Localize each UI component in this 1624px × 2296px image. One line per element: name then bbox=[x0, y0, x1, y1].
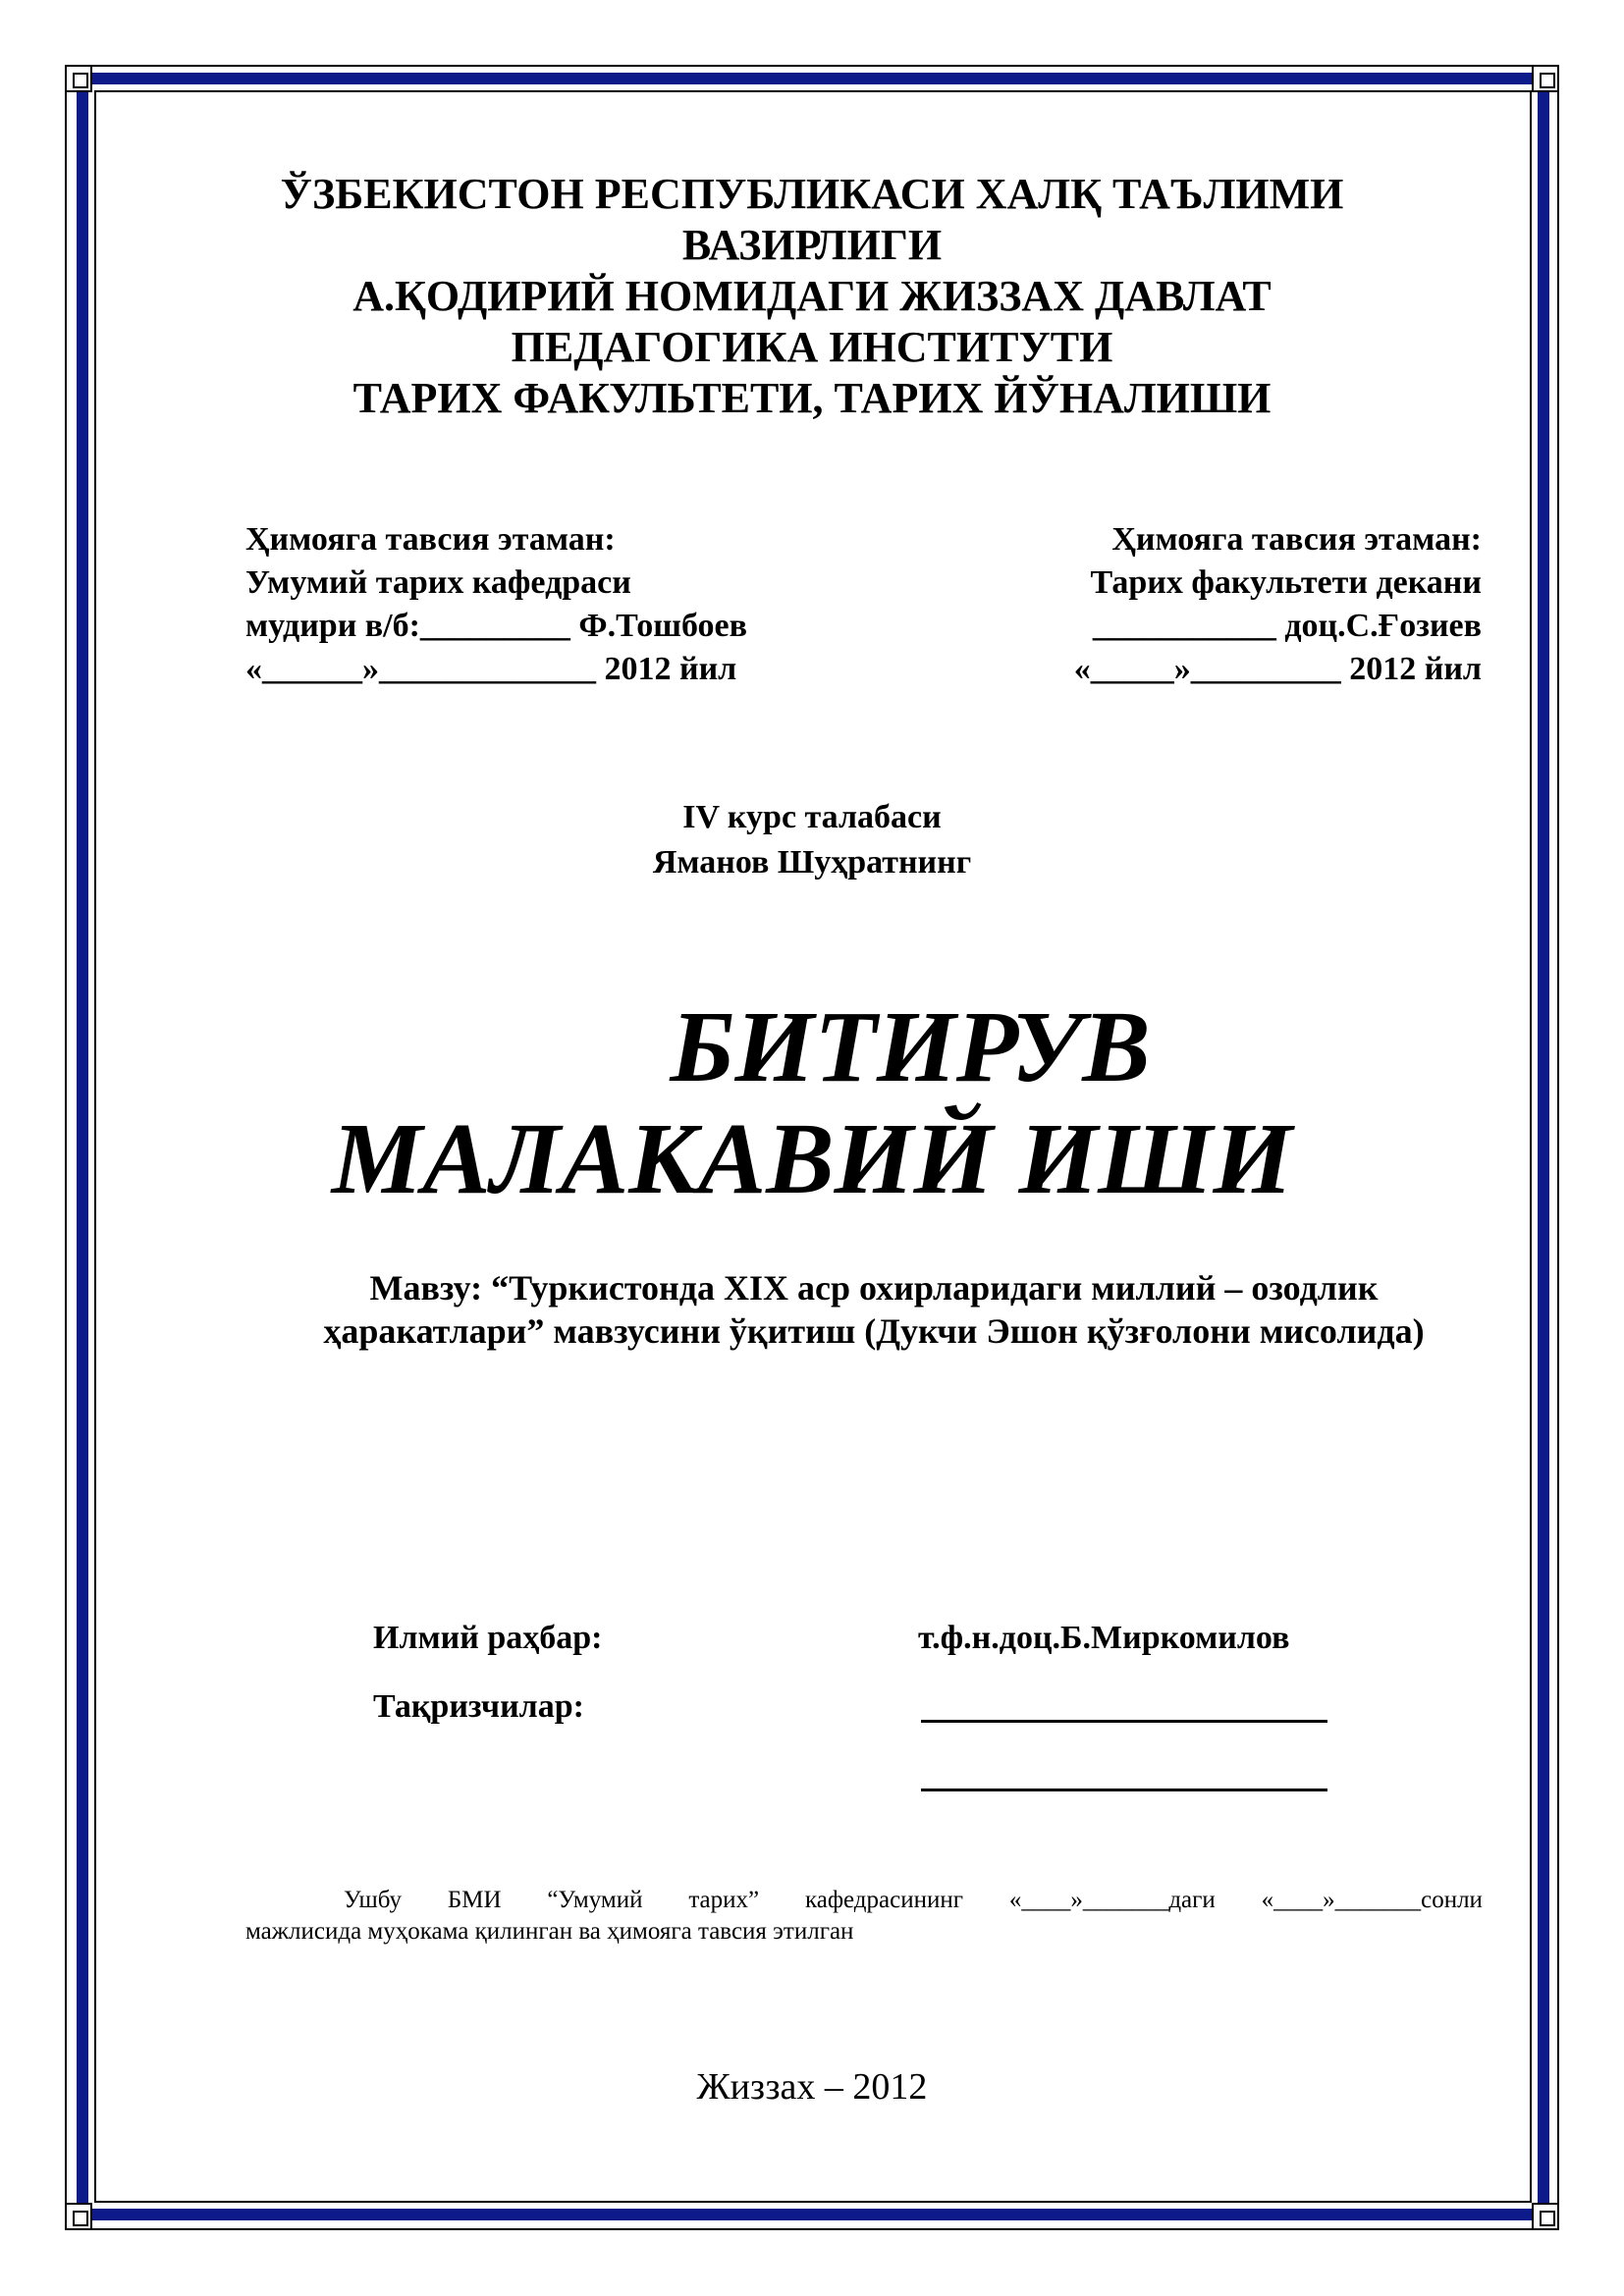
approval-note bbox=[245, 1885, 1483, 1948]
note-word: БМИ bbox=[447, 1887, 502, 1913]
reviewer-line-1 bbox=[921, 1720, 1327, 1723]
heading-line-2: ВАЗИРЛИГИ bbox=[681, 221, 943, 269]
supervisor-label: Илмий раҳбар: bbox=[373, 1620, 603, 1656]
approval-right-line-2: Тарих факультети декани bbox=[1090, 564, 1482, 601]
approval-left bbox=[245, 518, 747, 691]
frame-corner-top-left bbox=[65, 65, 92, 92]
note-word: «____»_______сонли bbox=[1261, 1887, 1483, 1913]
approval-right-line-1: Ҳимояга тавсия этаман: bbox=[1111, 521, 1482, 558]
topic-text: Мавзу: “Туркистонда XIX аср охирларидаги миллий – озодлик ҳаракатлари” мавзусини ўқитиш (Дукчи Эшон қўзғолони мисолида) bbox=[323, 1268, 1425, 1351]
student-course: IV курс талабаси bbox=[682, 799, 942, 835]
document-title bbox=[0, 991, 1624, 1215]
reviewer-line-2 bbox=[921, 1789, 1327, 1791]
heading-line-4: ПЕДАГОГИКА ИНСТИТУТИ bbox=[511, 323, 1113, 371]
frame-corner-top-right bbox=[1532, 65, 1559, 92]
city-year: Жиззах – 2012 bbox=[696, 2066, 928, 2108]
note-word: «____»_______даги bbox=[1008, 1887, 1216, 1913]
approval-left-line-4: «______»_____________ 2012 йил bbox=[245, 651, 737, 687]
note-line-2: мажлисида муҳокама қилинган ва ҳимояга тавсия этилган bbox=[245, 1918, 854, 1945]
approval-right bbox=[1074, 518, 1482, 691]
note-word: кафедрасининг bbox=[804, 1887, 963, 1913]
note-word: “Умумий bbox=[547, 1887, 643, 1913]
note-word: тарих” bbox=[688, 1887, 760, 1913]
approval-right-line-4: «_____»_________ 2012 йил bbox=[1073, 651, 1482, 687]
institution-heading bbox=[196, 169, 1428, 424]
student-info bbox=[0, 795, 1624, 885]
reviewers-label: Тақризчилар: bbox=[373, 1688, 584, 1725]
note-line-1 bbox=[245, 1885, 1483, 1916]
approval-left-line-2: Умумий тарих кафедраси bbox=[245, 564, 631, 601]
note-word: Ушбу bbox=[344, 1887, 403, 1913]
approval-left-line-1: Ҳимояга тавсия этаман: bbox=[245, 521, 616, 558]
frame-corner-bottom-left bbox=[65, 2203, 92, 2230]
frame-corner-bottom-right bbox=[1532, 2203, 1559, 2230]
title-line-2: МАЛАКАВИЙ ИШИ bbox=[331, 1102, 1293, 1215]
supervisor-value: т.ф.н.доц.Б.Миркомилов bbox=[918, 1620, 1290, 1656]
approval-right-line-3: ___________ доц.С.Ғозиев bbox=[1092, 608, 1482, 644]
approval-left-line-3: мудири в/б:_________ Ф.Тошбоев bbox=[245, 608, 747, 644]
heading-line-5: ТАРИХ ФАКУЛЬТЕТИ, ТАРИХ ЙЎНАЛИШИ bbox=[352, 374, 1272, 422]
title-line-1: БИТИРУВ bbox=[670, 990, 1151, 1103]
heading-line-1: ЎЗБЕКИСТОН РЕСПУБЛИКАСИ ХАЛҚ ТАЪЛИМИ bbox=[280, 170, 1344, 218]
heading-line-3: А.ҚОДИРИЙ НОМИДАГИ ЖИЗЗАХ ДАВЛАТ bbox=[352, 272, 1272, 320]
student-name: Яманов Шуҳратнинг bbox=[652, 844, 972, 881]
